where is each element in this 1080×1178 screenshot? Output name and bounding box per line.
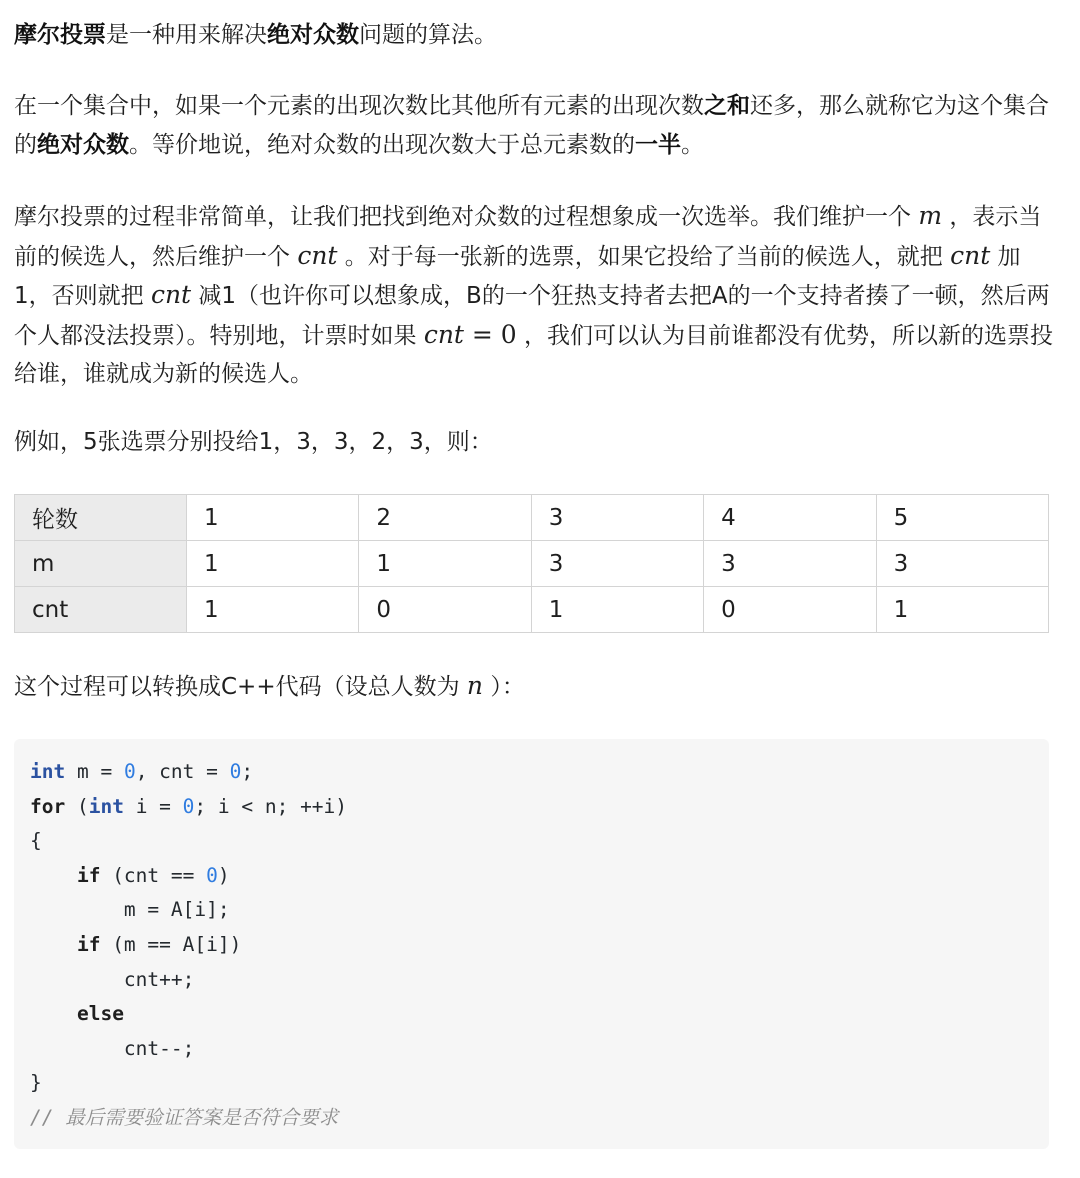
table-cell: 1 [187, 587, 359, 633]
code-line [30, 859, 347, 894]
text-span: ，表示当前的候选人，然后维护一个 [14, 204, 1042, 270]
table-cell: 1 [876, 587, 1048, 633]
term-absolute-majority: 绝对众数 [267, 22, 359, 48]
table-cell: 3 [531, 541, 703, 587]
table-cell: 3 [876, 541, 1048, 587]
math-n: n [466, 671, 484, 700]
code-text: (cnt == [100, 863, 207, 887]
table-cell: 2 [359, 495, 531, 541]
math-equals-zero: = 0 [463, 319, 517, 349]
code-text: (m == A[i]) [100, 932, 242, 956]
code-line: } [30, 1071, 42, 1095]
code-comment: // 最后需要验证答案是否符合要求 [30, 1105, 339, 1129]
text-span: 还多，那么就称它为这个集合的 [14, 93, 1049, 158]
code-text: ; i < n; ++i) [194, 794, 348, 818]
math-cnt: cnt [297, 240, 338, 270]
text-span: ）： [483, 674, 525, 700]
code-line [30, 997, 347, 1032]
code-intro-paragraph [14, 667, 1054, 707]
process-paragraph [14, 197, 1054, 394]
text-span: 是一种用来解决 [106, 22, 267, 48]
code-indent [30, 864, 77, 887]
code-line: cnt--; [30, 1036, 195, 1060]
table-row [15, 541, 1049, 587]
table-row [15, 495, 1049, 541]
term-sum: 之和 [704, 93, 750, 119]
code-line: m = A[i]; [30, 898, 230, 922]
table-cell: 3 [704, 541, 876, 587]
code-number: 0 [229, 760, 242, 783]
code-line [30, 755, 347, 790]
code-keyword: int [88, 794, 124, 818]
text-span: 摩尔投票的过程非常简单，让我们把找到绝对众数的过程想象成一次选举。我们维护一个 [14, 204, 919, 230]
table-cell: 1 [359, 541, 531, 587]
intro-paragraph [14, 16, 1054, 55]
row-header: 轮数 [15, 495, 187, 541]
table-cell: 0 [359, 587, 531, 633]
table-cell: 0 [704, 587, 876, 633]
text-span: 。 [681, 131, 704, 158]
definition-paragraph [14, 87, 1054, 164]
text-span: 。对于每一张新的选票，如果它投给了当前的候选人，就把 [337, 243, 951, 270]
text-span: 在一个集合中，如果一个元素的出现次数比其他所有元素的出现次数 [14, 93, 704, 119]
code-keyword: for [30, 794, 66, 818]
code-indent [30, 1002, 77, 1025]
table-cell: 3 [531, 495, 703, 541]
code-text: i = [123, 794, 183, 818]
math-cnt: cnt [150, 280, 192, 309]
term-half: 一半 [635, 131, 681, 158]
code-text: m = [65, 760, 124, 783]
math-m: m [918, 201, 943, 230]
code-number: 0 [206, 863, 218, 887]
code-text: ( [65, 794, 89, 818]
code-line: cnt++; [30, 967, 195, 991]
code-keyword: if [76, 932, 101, 956]
code-number: 0 [123, 760, 136, 783]
text-span: ，我们可以认为目前谁都没有优势，所以新的选票投给谁，谁就成为新的候选人。 [14, 322, 1054, 387]
row-header: cnt [15, 587, 187, 633]
code-text: ) [217, 863, 230, 887]
code-keyword: else [76, 1002, 124, 1026]
table-cell: 4 [704, 495, 876, 541]
table-cell: 1 [187, 495, 359, 541]
text-span: 加1，否则就把 [14, 243, 1021, 309]
code-keyword: if [76, 863, 101, 887]
text-span: 减1（也许你可以想象成，B的一个狂热支持者去把A的一个支持者揍了一顿，然后两个人都没法投票）。特别地，计票时如果 [14, 283, 1050, 349]
text-span: 问题的算法。 [359, 22, 497, 48]
table-cell: 5 [876, 495, 1048, 541]
text-span: 这个过程可以转换成C++代码（设总人数为 [14, 674, 467, 700]
row-header: m [15, 541, 187, 587]
code-line [30, 790, 347, 825]
code-text: ; [241, 760, 254, 783]
table-cell: 1 [187, 541, 359, 587]
code-line [30, 928, 347, 963]
term-moore-voting: 摩尔投票 [14, 22, 106, 48]
code-indent [30, 933, 77, 956]
code-keyword: int [30, 760, 66, 783]
example-paragraph: 例如，5张选票分别投给1，3，3，2，3，则： [14, 429, 493, 455]
table-cell: 1 [531, 587, 703, 633]
term-absolute-majority: 绝对众数 [37, 131, 129, 158]
code-text: , cnt = [135, 760, 230, 783]
code-block[interactable] [14, 739, 1049, 1149]
code-number: 0 [182, 794, 195, 818]
code-content[interactable] [30, 755, 347, 1136]
text-span: 。等价地说，绝对众数的出现次数大于总元素数的 [129, 131, 635, 158]
table-row [15, 587, 1049, 633]
code-line: { [30, 829, 42, 853]
voting-table [14, 494, 1049, 633]
math-cnt: cnt [423, 319, 464, 349]
math-cnt: cnt [950, 240, 991, 270]
